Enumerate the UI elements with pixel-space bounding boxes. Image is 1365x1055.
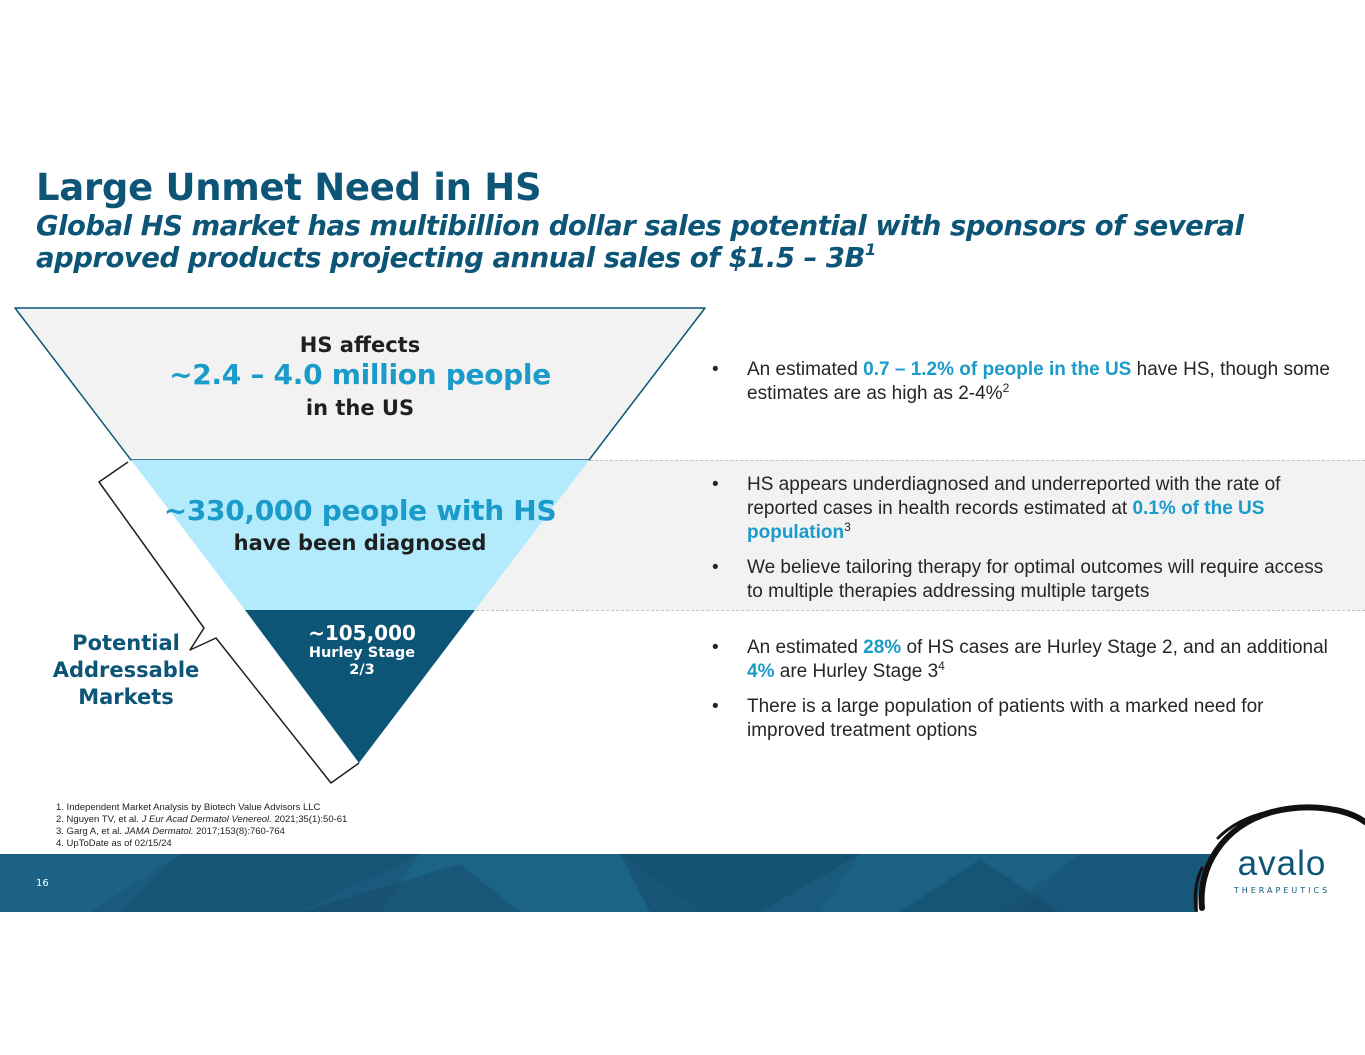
footnote-1: 1. Independent Market Analysis by Biotech Value Advisors LLC xyxy=(56,802,321,813)
highlight-text: 0.7 – 1.2% of people in the US xyxy=(863,359,1132,380)
footnote-2: 2. Nguyen TV, et al. J Eur Acad Dermatol Venereol. 2021;35(1):50-61 xyxy=(56,814,348,825)
logo-tagline: THERAPEUTICS xyxy=(1233,886,1331,895)
funnel-top-label: HS affects xyxy=(299,333,421,357)
footnotes xyxy=(56,802,347,850)
footnote-ref: 2 xyxy=(1002,381,1010,395)
bullets-section-diagnosis xyxy=(712,473,1342,615)
page-number: 16 xyxy=(36,878,49,889)
potential-addressable-markets-label xyxy=(36,630,216,711)
bullet-item: • HS appears underdiagnosed and underreported with the rate of reported cases in health records estimated at 0.1% of the US population$^3$ xyxy=(712,474,1281,543)
footer-band xyxy=(0,854,1365,912)
pam-line2: Addressable xyxy=(52,658,200,682)
funnel-bottom-value: ~105,000 xyxy=(308,621,416,645)
funnel-bottom-sublabel xyxy=(262,645,462,679)
highlight-text: 28% xyxy=(863,637,902,658)
bullet-glyph: • xyxy=(712,474,719,495)
highlight-text: 0.1% of the US population xyxy=(747,498,1265,543)
funnel-bottom-sublabel-line1: Hurley Stage xyxy=(308,645,416,661)
footnote-ref: 4 xyxy=(938,659,945,673)
bullets-section-hurley xyxy=(712,636,1342,754)
funnel-bottom-sublabel-line2: 2/3 xyxy=(349,662,375,678)
bullet-item: • An estimated 0.7 – 1.2% of people in the US have HS, though some estimates are as high as 2-4%$^2$ xyxy=(712,359,1330,404)
footnote-4: 4. UpToDate as of 02/15/24 xyxy=(56,838,172,849)
funnel-middle-sublabel: have been diagnosed xyxy=(233,531,487,555)
footnote-3: 3. Garg A, et al. JAMA Dermatol. 2017;153(8):760-764 xyxy=(56,826,285,837)
bullet-glyph: • xyxy=(712,696,719,717)
bullet-glyph: • xyxy=(712,557,719,578)
bullets-section-prevalence xyxy=(712,358,1342,417)
bullet-item: • An estimated 28% of HS cases are Hurley Stage 2, and an additional 4% are Hurley Stage $3^4$ xyxy=(712,637,1328,682)
footnote-ref: 3 xyxy=(844,520,851,534)
bullet-glyph: • xyxy=(712,359,719,380)
highlight-text: 4% xyxy=(747,661,775,682)
funnel-top-sublabel: in the US xyxy=(305,396,415,420)
pam-line3: Markets xyxy=(78,685,174,709)
subtitle-text: Global HS market has multibillion dollar sales potential with sponsors of several approved products projecting annual sales of $1.5 – 3B xyxy=(36,210,1244,274)
page-title: Large Unmet Need in HS xyxy=(36,166,542,209)
bullet-item: • There is a large population of patients with a marked need for improved treatment options xyxy=(712,696,1264,741)
logo-wordmark: avalo xyxy=(1237,844,1327,883)
pam-line1: Potential xyxy=(72,631,180,655)
funnel-top-value: ~2.4 – 4.0 million people xyxy=(169,358,551,391)
bullet-glyph: • xyxy=(712,637,719,658)
subtitle-footnote-ref: 1 xyxy=(865,240,876,259)
bullet-item: • We believe tailoring therapy for optimal outcomes will require access to multiple therapies addressing multiple targets xyxy=(712,557,1324,602)
funnel-middle-value: ~330,000 people with HS xyxy=(163,494,557,527)
